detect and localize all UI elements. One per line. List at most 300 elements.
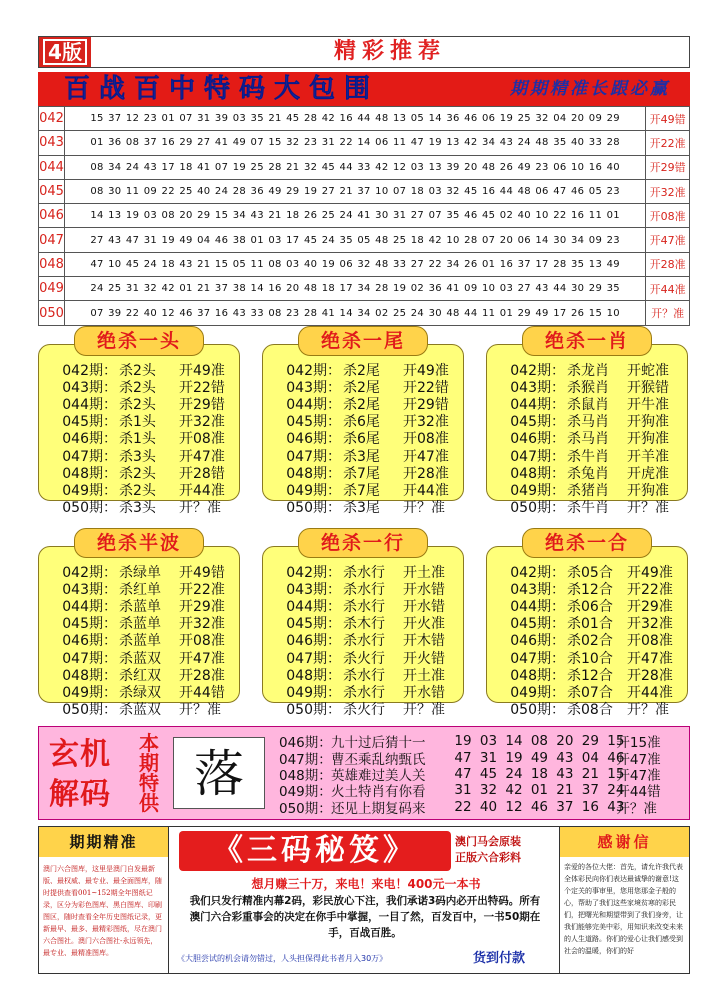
banner-title: 百战百中特码大包围 — [64, 74, 380, 104]
result: 开49错 — [179, 564, 225, 581]
panel-row — [263, 430, 463, 447]
result: 开28准 — [627, 667, 673, 684]
period: 042期： — [510, 564, 565, 581]
result: 开47准 — [616, 767, 661, 784]
result: 开47准 — [179, 448, 225, 465]
left-box-title: 期期精准 — [39, 827, 168, 857]
kill-pick: 杀05合 — [567, 564, 613, 581]
period: 048期： — [286, 667, 341, 684]
kill-pick: 杀猪肖 — [567, 482, 609, 499]
period: 048期： — [286, 465, 341, 482]
period: 047期： — [510, 448, 565, 465]
period: 045期： — [510, 616, 565, 633]
result: 开28错 — [179, 465, 225, 482]
row-nums: 47 10 45 24 18 43 21 15 05 11 08 03 40 19 06 32 48 33 27 22 34 26 01 16 37 17 28 35 13 49 — [64, 252, 645, 276]
riddle: 火土特肖有你看 — [331, 784, 426, 801]
panel-row — [39, 632, 239, 649]
left-box-text: 澳门六合图库，这里是澳门自发最新版、最权威、最专业、最全面图库，随时提供查看001~152期全年图纸记录，区分为彩色图库、黑白图库、印刷图区，随时查看全年历史图纸记录，更新最早、最多、最精彩图纸，尽在澳门六合图社。澳门六合图社-永远领先，最专业、最精准图库。 — [43, 865, 162, 957]
period: 042期： — [510, 362, 565, 379]
result: 开29错 — [179, 396, 225, 413]
panel-row — [263, 361, 463, 378]
kill-pick: 杀1头 — [119, 431, 156, 448]
result: 开狗准 — [627, 431, 669, 448]
period: 049期： — [286, 482, 341, 499]
period: 046期： — [62, 431, 117, 448]
result: 开44错 — [179, 684, 225, 701]
row-no: 048 — [39, 252, 65, 276]
row-res: 开29错 — [646, 155, 690, 179]
kill-pick: 杀兔肖 — [567, 465, 609, 482]
result: 开羊准 — [627, 448, 669, 465]
kill-pick: 杀鼠肖 — [567, 396, 609, 413]
bottom-section — [38, 826, 690, 974]
period: 048期： — [62, 667, 117, 684]
cash-on-delivery-label: 货到付款 — [473, 951, 526, 966]
panel-body — [262, 546, 464, 719]
panel-row — [487, 499, 687, 516]
panel-row — [487, 597, 687, 614]
book-tag-2: 正版六合彩料 — [455, 851, 521, 864]
period: 043期： — [62, 581, 117, 598]
panel-row — [487, 413, 687, 430]
kill-pick: 杀火行 — [343, 650, 385, 667]
result: 开08准 — [179, 633, 225, 650]
row-no: 043 — [39, 131, 65, 155]
panel-row — [487, 361, 687, 378]
panel-row — [39, 701, 239, 718]
row-nums: 07 39 22 40 12 46 37 16 43 33 08 23 28 41 14 34 02 25 24 30 48 44 11 01 29 49 17 26 15 10 — [64, 301, 645, 325]
ad-slogan: 想月赚三十万，来电！来电！400元一本书 — [251, 877, 481, 891]
kill-panel — [486, 528, 688, 719]
period: 046期： — [510, 431, 565, 448]
kill-pick: 杀马肖 — [567, 431, 609, 448]
panel-row — [487, 395, 687, 412]
period: 042期： — [62, 564, 117, 581]
row-res: 开22准 — [646, 131, 690, 155]
kill-pick: 杀2头 — [119, 465, 156, 482]
result: 开28准 — [403, 465, 449, 482]
result: 开22错 — [403, 379, 449, 396]
result: 开木错 — [403, 633, 445, 650]
panel-row — [39, 649, 239, 666]
period: 050期： — [286, 500, 341, 517]
result: 开28准 — [179, 667, 225, 684]
row-no: 046 — [39, 204, 65, 228]
panel-title: 绝杀一头 — [74, 326, 204, 356]
period: 050期： — [510, 500, 565, 517]
kill-pick: 杀07合 — [567, 684, 613, 701]
panel-title: 绝杀一行 — [298, 528, 428, 558]
result: 开牛准 — [627, 396, 669, 413]
panel-row — [487, 447, 687, 464]
panel-row — [263, 447, 463, 464]
result: 开47准 — [179, 650, 225, 667]
kill-pick: 杀12合 — [567, 667, 613, 684]
kill-pick: 杀水行 — [343, 633, 385, 650]
kill-pick: 杀马肖 — [567, 414, 609, 431]
panel-row — [487, 649, 687, 666]
row-no: 045 — [39, 179, 65, 203]
panel-row — [487, 666, 687, 683]
xuanji-big-char: 落 — [173, 737, 265, 809]
banner-tagline: 期期精准长跟必赢 — [510, 79, 670, 99]
result: 开47准 — [627, 650, 673, 667]
panel-row — [39, 666, 239, 683]
kill-pick: 杀6尾 — [343, 431, 380, 448]
panel-row — [487, 615, 687, 632]
kill-panel — [38, 326, 240, 517]
panel-body — [486, 546, 688, 719]
panel-row — [263, 499, 463, 516]
kill-pick: 杀龙肖 — [567, 362, 609, 379]
period: 045期： — [510, 414, 565, 431]
result: 开狗准 — [627, 482, 669, 499]
panel-row — [263, 481, 463, 498]
panel-row — [487, 481, 687, 498]
row-nums: 27 43 47 31 19 49 04 46 38 01 03 17 45 24 35 05 48 25 18 42 10 28 07 20 06 14 30 34 09 23 — [64, 228, 645, 252]
panel-row — [263, 632, 463, 649]
kill-pick: 杀3尾 — [343, 500, 380, 517]
result: 开22准 — [179, 581, 225, 598]
kill-pick: 杀6尾 — [343, 414, 380, 431]
kill-pick: 杀06合 — [567, 598, 613, 615]
ad-footer: 《大胆尝试的机会请勿错过，人头担保得此书者月入30万》 — [177, 954, 388, 963]
riddle: 还见上期复码来 — [331, 800, 426, 817]
right-box-title: 感谢信 — [560, 827, 689, 857]
kill-pick: 杀1头 — [119, 414, 156, 431]
kill-pick: 杀水行 — [343, 598, 385, 615]
row-res: 开49错 — [646, 107, 690, 131]
special-numbers-table — [38, 106, 690, 326]
panel-row — [39, 413, 239, 430]
period: 049期： — [510, 482, 565, 499]
panel-row — [39, 447, 239, 464]
row-res: 开08准 — [646, 204, 690, 228]
result: 开？准 — [616, 800, 657, 817]
result: 开32准 — [627, 616, 673, 633]
period: 045期： — [286, 616, 341, 633]
result: 开44准 — [179, 482, 225, 499]
period: 047期： — [62, 650, 117, 667]
right-box — [559, 827, 689, 973]
panel-row — [39, 563, 239, 580]
page-title: 精彩推荐 — [333, 39, 446, 64]
period: 050期： — [62, 702, 117, 719]
row-no: 047 — [39, 228, 65, 252]
period: 044期： — [510, 396, 565, 413]
banner — [38, 72, 690, 106]
period: 050期： — [62, 500, 117, 517]
kill-pick: 杀水行 — [343, 684, 385, 701]
kill-pick: 杀2尾 — [343, 396, 380, 413]
kill-pick: 杀2头 — [119, 396, 156, 413]
kill-pick: 杀牛肖 — [567, 500, 609, 517]
period: 046期： — [286, 431, 341, 448]
kill-panel — [262, 326, 464, 517]
panel-body — [262, 344, 464, 517]
period: 050期： — [286, 702, 341, 719]
panel-row — [263, 378, 463, 395]
kill-panel — [262, 528, 464, 719]
panel-row — [263, 701, 463, 718]
kill-pick: 杀牛肖 — [567, 448, 609, 465]
period: 049期： — [279, 784, 332, 801]
panel-row — [39, 683, 239, 700]
kill-pick: 杀10合 — [567, 650, 613, 667]
panel-row — [263, 683, 463, 700]
row-res: 开28准 — [646, 252, 690, 276]
period: 048期： — [510, 667, 565, 684]
row-nums: 08 34 24 43 17 18 41 07 19 25 28 21 32 45 44 33 42 12 03 13 39 20 48 26 49 23 06 10 16 40 — [64, 155, 645, 179]
panel-body — [486, 344, 688, 517]
table-row — [39, 252, 690, 276]
kill-pick: 杀水行 — [343, 564, 385, 581]
row-res: 开？准 — [646, 301, 690, 325]
result: 开土准 — [403, 667, 445, 684]
numbers: 19 03 14 08 20 29 15 — [454, 733, 625, 750]
period: 044期： — [510, 598, 565, 615]
panel-title: 绝杀一合 — [522, 528, 652, 558]
kill-pick: 杀3头 — [119, 500, 156, 517]
panel-row — [263, 615, 463, 632]
result: 开水错 — [403, 581, 445, 598]
period: 044期： — [62, 396, 117, 413]
result: 开？准 — [179, 702, 221, 719]
numbers: 31 32 42 01 21 37 24 — [454, 782, 625, 799]
kill-pick: 杀2尾 — [343, 379, 380, 396]
xuanji-rows — [279, 733, 685, 815]
period: 048期： — [279, 767, 332, 784]
panel-row — [39, 597, 239, 614]
panel-row — [39, 580, 239, 597]
panel-row — [39, 499, 239, 516]
book-title: 《三码秘笈》 — [179, 831, 451, 871]
period: 050期： — [510, 702, 565, 719]
kill-pick: 杀木行 — [343, 616, 385, 633]
kill-panel — [486, 326, 688, 517]
panel-row — [487, 701, 687, 718]
period: 048期： — [510, 465, 565, 482]
period: 043期： — [286, 379, 341, 396]
kill-pick: 杀绿单 — [119, 564, 161, 581]
row-nums: 14 13 19 03 08 20 29 15 34 43 21 18 26 25 24 41 30 31 27 07 35 46 45 02 40 10 22 16 11 01 — [64, 204, 645, 228]
kill-pick: 杀蓝单 — [119, 598, 161, 615]
panel-row — [39, 481, 239, 498]
period: 049期： — [62, 482, 117, 499]
row-no: 050 — [39, 301, 65, 325]
kill-pick: 杀绿双 — [119, 684, 161, 701]
kill-panel — [38, 528, 240, 719]
row-nums: 15 37 12 23 01 07 31 39 03 35 21 45 28 42 16 44 48 13 05 14 36 46 06 19 25 32 04 20 09 29 — [64, 107, 645, 131]
kill-pick: 杀2头 — [119, 482, 156, 499]
result: 开44错 — [616, 784, 661, 801]
result: 开44准 — [627, 684, 673, 701]
panel-row — [39, 395, 239, 412]
panel-row — [487, 563, 687, 580]
result: 开49准 — [627, 564, 673, 581]
period: 043期： — [510, 379, 565, 396]
page-header — [38, 36, 690, 68]
period: 042期： — [286, 564, 341, 581]
table-row — [39, 179, 690, 203]
result: 开08准 — [179, 431, 225, 448]
result: 开44准 — [403, 482, 449, 499]
kill-pick: 杀火行 — [343, 702, 385, 719]
result: 开29准 — [179, 598, 225, 615]
kill-pick: 杀7尾 — [343, 482, 380, 499]
table-row — [39, 228, 690, 252]
result: 开水错 — [403, 598, 445, 615]
panel-row — [263, 563, 463, 580]
kill-pick: 杀蓝单 — [119, 616, 161, 633]
kill-pick: 杀12合 — [567, 581, 613, 598]
panel-row — [39, 378, 239, 395]
xuanji-subtitle: 本期特供 — [139, 731, 159, 815]
row-no: 044 — [39, 155, 65, 179]
period: 044期： — [286, 396, 341, 413]
panel-row — [39, 430, 239, 447]
period: 042期： — [62, 362, 117, 379]
period: 047期： — [279, 751, 332, 768]
period: 043期： — [510, 581, 565, 598]
panel-row — [487, 430, 687, 447]
panel-body — [38, 344, 240, 517]
result: 开49准 — [179, 362, 225, 379]
kill-pick: 杀猴肖 — [567, 379, 609, 396]
panel-row — [487, 464, 687, 481]
kill-pick: 杀2头 — [119, 379, 156, 396]
result: 开47准 — [403, 448, 449, 465]
result: 开火错 — [403, 650, 445, 667]
kill-pick: 杀2头 — [119, 362, 156, 379]
table-row — [39, 155, 690, 179]
numbers: 47 45 24 18 43 21 15 — [454, 765, 625, 782]
period: 049期： — [62, 684, 117, 701]
result: 开29错 — [403, 396, 449, 413]
kill-pick: 杀水行 — [343, 667, 385, 684]
result: 开？准 — [179, 500, 221, 517]
period: 047期： — [286, 448, 341, 465]
panel-row — [39, 361, 239, 378]
result: 开？准 — [627, 702, 669, 719]
period: 044期： — [286, 598, 341, 615]
kill-pick: 杀红单 — [119, 581, 161, 598]
row-res: 开44准 — [646, 277, 690, 301]
numbers: 47 31 19 49 43 04 46 — [454, 749, 625, 766]
row-nums: 24 25 31 32 42 01 21 37 38 14 16 20 48 18 17 34 28 19 02 36 41 09 10 03 27 43 44 30 29 35 — [64, 277, 645, 301]
period: 046期： — [62, 633, 117, 650]
kill-pick: 杀2尾 — [343, 362, 380, 379]
period: 046期： — [510, 633, 565, 650]
panel-row — [263, 649, 463, 666]
result: 开虎准 — [627, 465, 669, 482]
row-no: 049 — [39, 277, 65, 301]
xuanji-decode-section — [38, 726, 690, 820]
period: 047期： — [286, 650, 341, 667]
panel-title: 绝杀一肖 — [522, 326, 652, 356]
left-box — [39, 827, 169, 973]
panel-row — [39, 464, 239, 481]
version-badge: 4版 — [39, 37, 91, 67]
kill-pick: 杀02合 — [567, 633, 613, 650]
result: 开蛇准 — [627, 362, 669, 379]
kill-pick: 杀01合 — [567, 616, 613, 633]
period: 048期： — [62, 465, 117, 482]
period: 045期： — [62, 414, 117, 431]
kill-pick: 杀水行 — [343, 581, 385, 598]
result: 开水错 — [403, 684, 445, 701]
result: 开？准 — [403, 500, 445, 517]
panel-row — [263, 580, 463, 597]
period: 050期： — [279, 800, 332, 817]
result: 开狗准 — [627, 414, 669, 431]
period: 043期： — [286, 581, 341, 598]
kill-pick: 杀蓝双 — [119, 650, 161, 667]
panel-row — [263, 413, 463, 430]
kill-pick: 杀蓝单 — [119, 633, 161, 650]
right-box-text: 亲爱的各位大佬：首先，请允许我代表全体彩民向你们表达最诚挚的谢意!这个定关的事审里，您用您那金子般的心，帮助了我们这些家境贫寒的彩民们，把曙光和期望带到了我们身旁，让我们能够完美中彩，用知识来改变未来的人生道路。你们的爱心让我们感受到社会的温暖，你们的好 — [564, 863, 683, 955]
table-row — [39, 107, 690, 131]
xuanji-row — [279, 799, 685, 815]
panel-row — [263, 395, 463, 412]
result: 开土准 — [403, 564, 445, 581]
riddle: 曹丕乘乱纳甄氏 — [331, 751, 426, 768]
panel-row — [487, 683, 687, 700]
period: 045期： — [286, 414, 341, 431]
result: 开火准 — [403, 616, 445, 633]
middle-ad — [171, 827, 557, 973]
result: 开？准 — [403, 702, 445, 719]
panel-row — [263, 464, 463, 481]
panel-body — [38, 546, 240, 719]
kill-pick: 杀7尾 — [343, 465, 380, 482]
panel-row — [487, 632, 687, 649]
result: 开22准 — [627, 581, 673, 598]
result: 开？准 — [627, 500, 669, 517]
numbers: 22 40 12 46 37 16 43 — [454, 798, 625, 815]
result: 开08准 — [403, 431, 449, 448]
panel-title: 绝杀半波 — [74, 528, 204, 558]
ad-body: 我们只发行精准内幕2码，彩民放心下注，我们承诺3码内必开出特码。所有澳门六合彩重事会的决定在你手中掌握，一目了然，百发百中，一书50期在手，百战百胜。 — [189, 895, 541, 939]
period: 042期： — [286, 362, 341, 379]
riddle: 九十过后猜十一 — [331, 735, 426, 752]
result: 开32准 — [403, 414, 449, 431]
period: 046期： — [286, 633, 341, 650]
kill-pick: 杀08合 — [567, 702, 613, 719]
panel-row — [39, 615, 239, 632]
result: 开08准 — [627, 633, 673, 650]
row-no: 042 — [39, 107, 65, 131]
panel-row — [263, 597, 463, 614]
panel-title: 绝杀一尾 — [298, 326, 428, 356]
period: 046期： — [279, 735, 332, 752]
result: 开32准 — [179, 616, 225, 633]
table-row — [39, 301, 690, 325]
row-nums: 01 36 08 37 16 29 27 41 49 07 15 32 23 31 22 14 06 11 47 19 13 42 34 43 24 48 35 40 33 28 — [64, 131, 645, 155]
row-res: 开47准 — [646, 228, 690, 252]
riddle: 英雄难过美人关 — [331, 767, 426, 784]
panel-row — [487, 580, 687, 597]
period: 047期： — [510, 650, 565, 667]
kill-pick: 杀蓝双 — [119, 702, 161, 719]
period: 045期： — [62, 616, 117, 633]
period: 047期： — [62, 448, 117, 465]
result: 开29准 — [627, 598, 673, 615]
result: 开47准 — [616, 751, 661, 768]
table-row — [39, 277, 690, 301]
panel-row — [263, 666, 463, 683]
period: 049期： — [286, 684, 341, 701]
